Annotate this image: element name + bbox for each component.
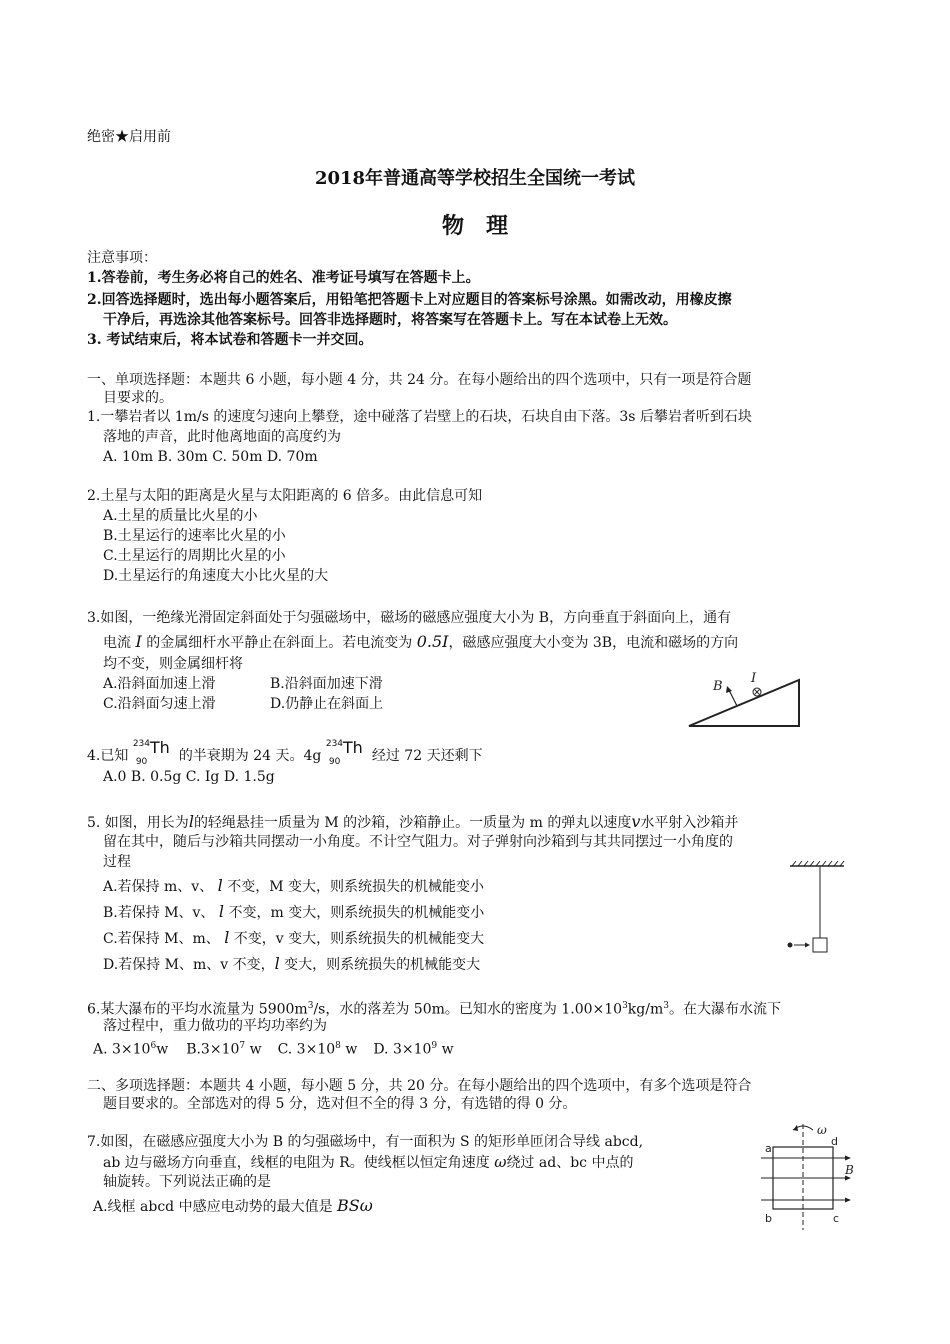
secret-label: 绝密★启用前 [87, 129, 171, 145]
q3-option-d: D.仍静止在斜面上 [270, 696, 384, 712]
q2-option-c: C.土星运行的周期比火星的小 [103, 548, 286, 564]
nuclide-th-1: 234 90 Th [132, 738, 170, 767]
q3-option-c: C.沿斜面匀速上滑 [103, 696, 216, 712]
q5-option-a: A.若保持 m、v、 l 不变，M 变大，则系统损失的机械能变小 [103, 876, 485, 895]
loop-label-omega: ω [817, 1123, 827, 1137]
section1-line2: 目要求的。 [103, 390, 173, 406]
note-2-line2: 干净后，再选涂其他答案标号。回答非选择题时，将答案写在答题卡上。写在本试卷上无效。 [103, 312, 677, 328]
q3-line3: 均不变，则金属细杆将 [103, 656, 243, 672]
loop-label-d: d [831, 1135, 838, 1148]
note-1: 1.答卷前，考生务必将自己的姓名、准考证号填写在答题卡上。 [87, 270, 480, 286]
q2-option-d: D.土星运行的角速度大小比火星的大 [103, 568, 329, 584]
q3-option-b: B.沿斜面加速下滑 [270, 676, 383, 692]
nuclide-th-2: 234 90 Th [325, 738, 363, 767]
q6-line2: 落过程中，重力做功的平均功率约为 [103, 1018, 327, 1034]
q7-line2: ab 边与磁场方向垂直，线框的电阻为 R。使线框以恒定角速度 ω绕过 ad、bc 中点的 [103, 1153, 634, 1171]
q2-option-a: A.土星的质量比火星的小 [103, 508, 258, 524]
q7-option-a: A.线框 abcd 中感应电动势的最大值是 BSω [93, 1196, 373, 1215]
q2-stem: 2.土星与太阳的距离是火星与太阳距离的 6 倍多。由此信息可知 [87, 488, 483, 504]
q5-line1: 5. 如图，用长为l的轻绳悬挂一质量为 M 的沙箱，沙箱静止。一质量为 m 的弹丸以速度v水平射入沙箱并 [87, 812, 739, 831]
pendulum-figure [770, 858, 870, 962]
q5-option-c: C.若保持 M、m、 l 不变，v 变大，则系统损失的机械能变大 [103, 928, 485, 947]
q3-option-a: A.沿斜面加速上滑 [103, 676, 216, 692]
q3-line1: 3.如图，一绝缘光滑固定斜面处于匀强磁场中，磁场的磁感应强度大小为 B，方向垂直于斜面向上，通有 [87, 610, 732, 626]
q7-line3: 轴旋转。下列说法正确的是 [103, 1174, 271, 1190]
q3-line2: 电流 I 的金属细杆水平静止在斜面上。若电流变为 0.5I，磁感应强度大小变为 3B，电流和磁场的方向 [103, 632, 739, 651]
q6-line1: 6.某大瀑布的平均水流量为 $5900m^3/s$，水的落差为 50m。已知水的密度为 $1.00\times 10^3kg/m^3$。在大瀑布水流下 [87, 1001, 781, 1018]
q2-option-b: B.土星运行的速率比火星的小 [103, 528, 286, 544]
incline-figure [685, 668, 805, 732]
q1-line2: 落地的声音，此时他离地面的高度约为 [103, 429, 341, 445]
q7-line1: 7.如图，在磁感应强度大小为 B 的匀强磁场中，有一面积为 S 的矩形单匝闭合导线 abcd, [87, 1134, 644, 1150]
q6-options: A. $3\times 10^6w$ $B.3\times 10^7$ w C. $3\times 10^8$ w D. $3\times 10^9$ w [93, 1041, 454, 1058]
incline-label-B: B [713, 679, 723, 694]
incline-label-I: I [751, 671, 757, 686]
loop-label-B: B [845, 1163, 854, 1177]
q1-line1: 1.一攀岩者以 1m/s 的速度匀速向上攀登，途中碰落了岩壁上的石块，石块自由下落。3s 后攀岩者听到石块 [87, 409, 752, 425]
section2-line2: 题目要求的。全部选对的得 5 分，选对但不全的得 3 分，有选错的得 0 分。 [103, 1096, 577, 1112]
section2-line1: 二、多项选择题：本题共 4 小题，每小题 5 分，共 20 分。在每小题给出的四个选项中，有多个选项是符合 [87, 1078, 752, 1094]
loop-label-a: a [765, 1142, 772, 1155]
q5-option-d: D.若保持 M、m、v 不变，l 变大，则系统损失的机械能变大 [103, 954, 481, 973]
q5-line2: 留在其中，随后与沙箱共同摆动一小角度。不计空气阻力。对子弹射向沙箱到与其共同摆过一小角度的 [103, 834, 733, 850]
q1-options: A. 10m B. 30m C. 50m D. 70m [103, 449, 318, 465]
loop-label-c: c [833, 1212, 840, 1225]
q4-stem: 4.已知 234 90 Th 的半衰期为 24 天。4g 234 90 Th 经过 72 天还剩下 [87, 738, 483, 767]
note-2-line1: 2.回答选择题时，选出每小题答案后，用铅笔把答题卡上对应题目的答案标号涂黑。如需改动，用橡皮擦 [87, 292, 732, 308]
section1-line1: 一、单项选择题：本题共 6 小题，每小题 4 分，共 24 分。在每小题给出的四个选项中，只有一项是符合题 [87, 372, 752, 388]
loop-figure [755, 1120, 865, 1230]
loop-label-b: b [765, 1212, 772, 1225]
subject-title: 物 理 [441, 213, 508, 239]
note-3: 3. 考试结束后，将本试卷和答题卡一并交回。 [87, 332, 373, 348]
q5-option-b: B.若保持 M、v、 l 不变，m 变大，则系统损失的机械能变小 [103, 902, 485, 921]
q4-options: A.0 B. 0.5g C. Ig D. 1.5g [103, 769, 275, 785]
exam-title: 2018年普通高等学校招生全国统一考试 [314, 168, 636, 189]
q5-line3: 过程 [103, 854, 131, 870]
notes-heading: 注意事项： [87, 250, 157, 266]
